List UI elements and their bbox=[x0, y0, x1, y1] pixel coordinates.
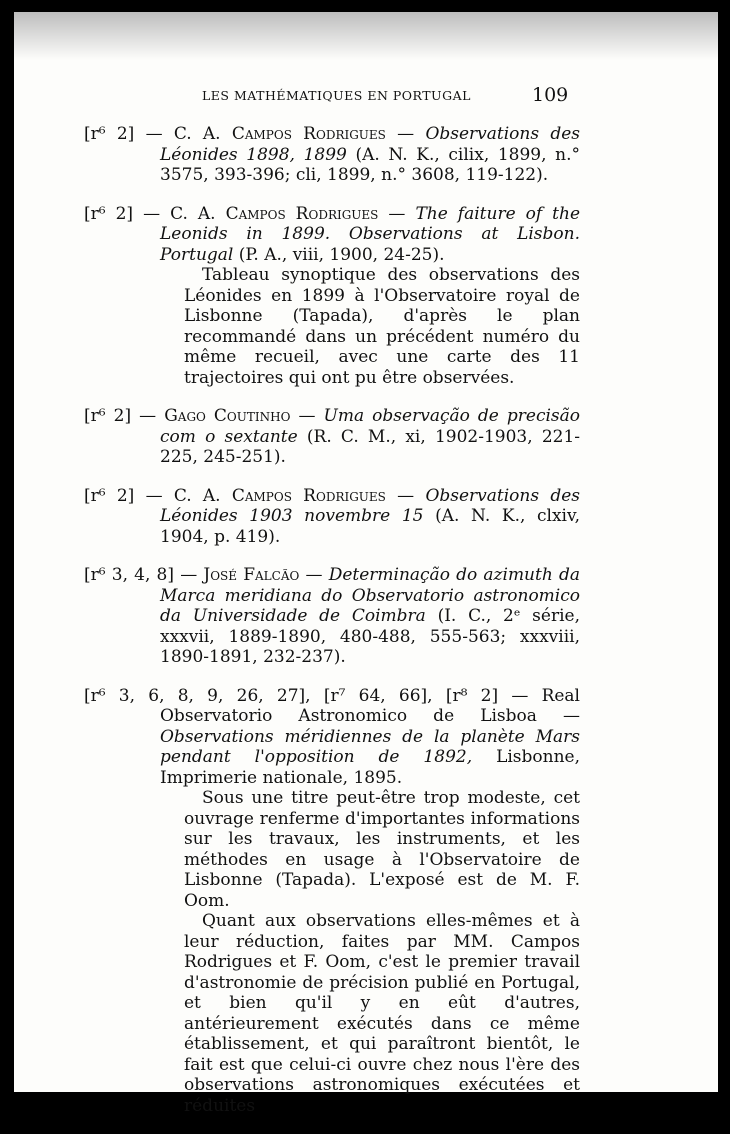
entry-author: — Real Observatorio Astronomico de Lisboa — bbox=[160, 685, 580, 726]
entry-reference: (A. N. K., clxiv, 1904, p. 419). bbox=[160, 506, 580, 547]
book-page bbox=[14, 12, 718, 1116]
entry-abstract bbox=[160, 265, 580, 388]
classification-tag: [r⁶ 2] bbox=[84, 203, 134, 224]
bibliography-entry bbox=[84, 486, 580, 548]
classification-tag: [r⁶ 2] bbox=[84, 485, 135, 506]
entry-reference: (I. C., 2ᵉ série, xxxvii, 1889-1890, 480-488, 555-563; xxxviii, 1890-1891, 232-237). bbox=[160, 606, 580, 667]
classification-tag: [r⁶ 2] bbox=[84, 124, 135, 144]
bibliography-entry bbox=[84, 686, 580, 1117]
entry-title: Observations des Léonides 1898, 1899 bbox=[160, 124, 581, 165]
entry-reference: (R. C. M., xi, 1902-1903, 221-225, 245-251). bbox=[160, 426, 581, 467]
entry-author: — C. A. Campos Rodrigues — bbox=[145, 485, 415, 506]
entry-title: Determinação do azimuth da Marca meridiana do Observatorio astronomico da Universidade de Coimbra bbox=[160, 565, 580, 626]
page-number: 109 bbox=[532, 84, 569, 106]
entry-title: The faiture of the Leonids in 1899. Observations at Lisbon. Portugal bbox=[160, 203, 581, 265]
entry-author: — Gago Coutinho — bbox=[139, 406, 316, 426]
classification-tag: [r⁶ 2] bbox=[84, 406, 132, 426]
entry-reference: (P. A., viii, 1900, 24-25). bbox=[238, 244, 445, 265]
entry-author: — C. A. Campos Rodrigues — bbox=[143, 203, 406, 224]
entry-reference: Lisbonne, Imprimerie nationale, 1895. bbox=[160, 747, 580, 788]
running-head: LES MATHÉMATIQUES EN PORTUGAL bbox=[202, 88, 471, 103]
abstract-paragraph: Sous une titre peut-être trop modeste, cet ouvrage renferme d'importantes informations sur les travaux, les instruments, et les méthodes en usage à l'Observatoire de Lisbonne (Tapada). L'exposé est de M. F. Oom. bbox=[184, 788, 580, 911]
bibliography-entry bbox=[84, 124, 580, 186]
bibliography bbox=[84, 124, 580, 1134]
abstract-paragraph: Tableau synoptique des observations des Léonides en 1899 à l'Observatoire royal de Lisbonne (Tapada), d'après le plan recommandé dans un précédent numéro du même recueil, avec une carte des 11 trajectoires qui ont pu être observées. bbox=[184, 265, 580, 388]
entry-title: Observations des Léonides 1903 novembre 15 bbox=[160, 485, 581, 526]
classification-tag: [r⁶ 3, 6, 8, 9, 26, 27], [r⁷ 64, 66], [r⁸ 2] bbox=[84, 685, 499, 706]
entry-title: Uma observação de precisão com o sextante bbox=[160, 406, 581, 447]
entry-author: — C. A. Campos Rodrigues — bbox=[145, 124, 415, 144]
bibliography-entry bbox=[84, 204, 580, 389]
entry-abstract bbox=[160, 788, 580, 1116]
bibliography-entry bbox=[84, 406, 580, 468]
entry-title: Observations méridiennes de la planète Mars pendant l'opposition de 1892, bbox=[160, 726, 580, 767]
entry-author: — José Falcão — bbox=[180, 565, 323, 585]
entry-reference: (A. N. K., cilix, 1899, n.° 3575, 393-396; cli, 1899, n.° 3608, 119-122). bbox=[160, 144, 581, 185]
bibliography-entry bbox=[84, 565, 580, 668]
classification-tag: [r⁶ 3, 4, 8] bbox=[84, 565, 175, 585]
abstract-paragraph: Quant aux observations elles-mêmes et à leur réduction, faites par MM. Campos Rodrigues et F. Oom, c'est le premier travail d'astronomie de précision publié en Portugal, et bien qu'il y en eût d'autres, antérieurement exécutés dans ce même établissement, et qui paraîtront bientôt, le fait est que celui-ci ouvre chez nous l'ère des observations astronomiques exécutées et réduites bbox=[184, 911, 580, 1116]
scan-shadow bbox=[14, 12, 718, 60]
